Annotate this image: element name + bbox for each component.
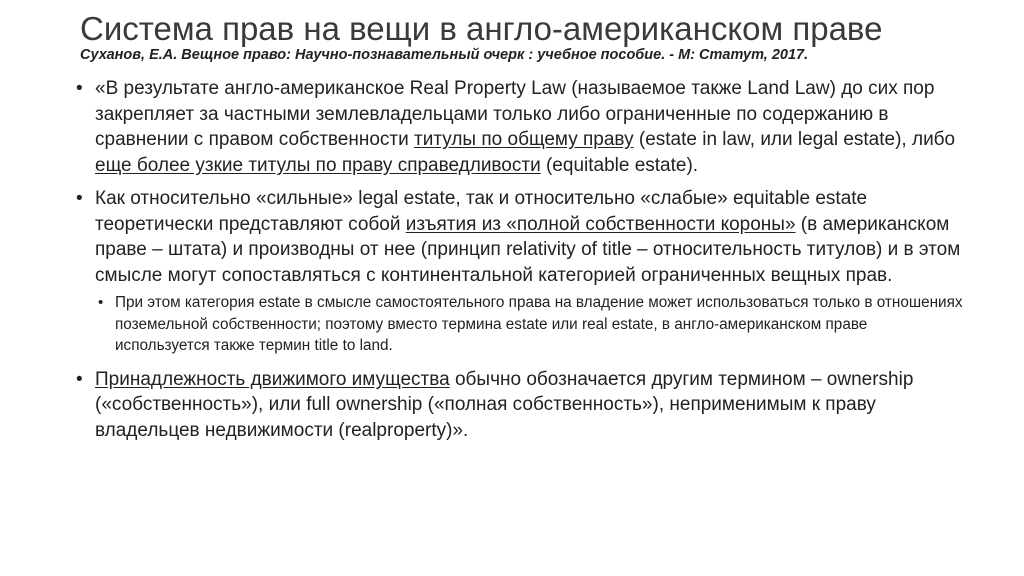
bullet-item bbox=[74, 186, 964, 288]
bullet-text: Как относительно «сильные» legal estate, так и относительно «слабые» equitable estate теоретически представляют собой bbox=[95, 188, 868, 235]
sub-bullet-item bbox=[74, 292, 964, 357]
bullet-dot-icon: • bbox=[76, 78, 83, 99]
bullet-text: обычно обозначается другим термином – ownership («собственность»), или full ownership («полная собственность»), неприменимым к праву владельцев недвижимости (realproperty)». bbox=[95, 368, 914, 441]
underlined-term: еще более узкие титулы по праву справедливости bbox=[95, 154, 541, 176]
bullet-text: «В результате англо-американское Real Property Law (называемое также Land Law) до сих пор закрепляет за частными землевладельцами только либо ограниченные по содержанию в сравнении с правом собственности bbox=[95, 78, 935, 150]
bullet-dot-icon: • bbox=[76, 368, 83, 390]
bullet-dot-icon: • bbox=[76, 188, 83, 209]
slide-subtitle-citation: Суханов, Е.А. Вещное право: Научно-познавательный очерк : учебное пособие. - М: Статут, 2017. bbox=[80, 47, 809, 63]
bullet-text: (в американском праве – штата) и производны от нее (принцип relativity of title – относительность титулов) и в этом смысле могут сопоставляться с континентальной категорией ограниченных вещных прав. bbox=[95, 213, 961, 286]
sub-bullet-text: При этом категория estate в смысле самостоятельного права на владение может использоваться только в отношениях поземельной собственности; поэтому вместо термина estate или real estate, в англо-американском праве используется также термин title to land. bbox=[115, 294, 963, 354]
slide-title: Система прав на вещи в англо-американском праве bbox=[80, 10, 883, 47]
bullet-item bbox=[74, 367, 964, 444]
underlined-term: изъятия из «полной собственности короны» bbox=[405, 213, 796, 235]
slide-content bbox=[74, 76, 964, 451]
sub-bullet-dot-icon: • bbox=[98, 294, 104, 311]
bullet-text: (equitable estate). bbox=[540, 154, 699, 176]
underlined-term: Принадлежность движимого имущества bbox=[95, 368, 450, 390]
underlined-term: титулы по общему праву bbox=[414, 129, 634, 150]
bullet-text: (estate in law, или legal estate), либо bbox=[633, 129, 956, 150]
bullet-item bbox=[74, 76, 964, 178]
